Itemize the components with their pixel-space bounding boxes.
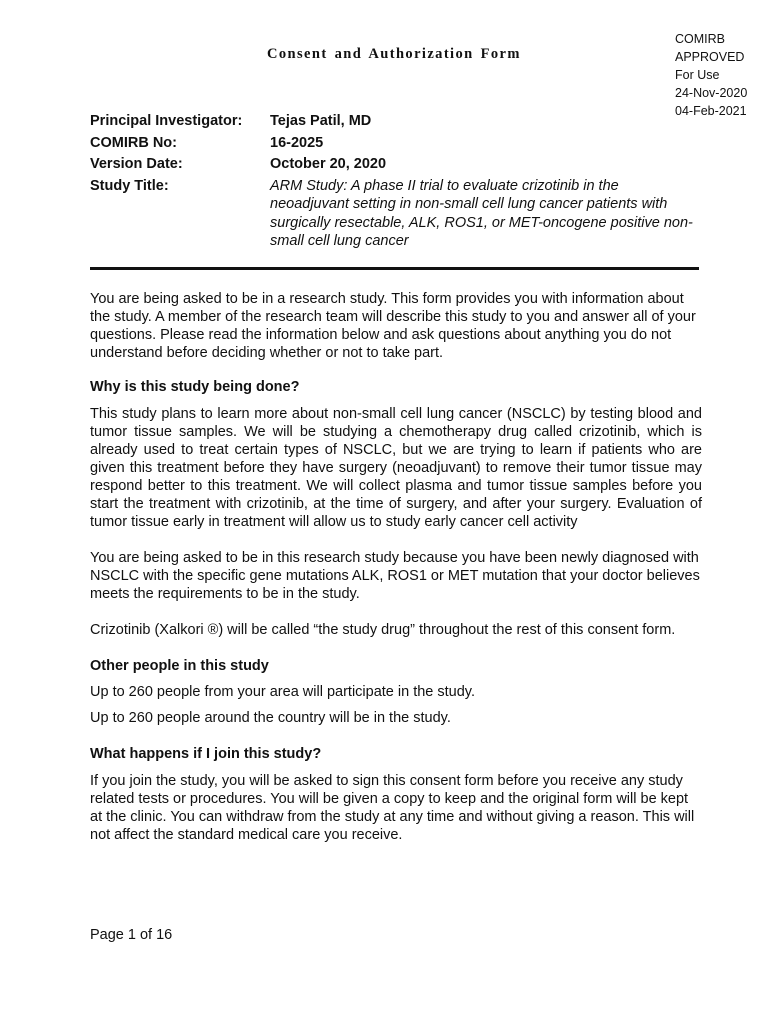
happens-heading: What happens if I join this study?: [90, 746, 322, 762]
stamp-end-date: 04-Feb-2021: [675, 104, 747, 118]
why-paragraph-2: You are being asked to be in this research study because you have been newly diagnosed with NSCLC with the specific gene mutations ALK, ROS1 or MET mutation that your doctor believes meets the requirements to be in the study.: [90, 550, 700, 602]
version-value: October 20, 2020: [270, 156, 387, 172]
comirb-row: [90, 133, 700, 155]
page-number: Page 1 of 16: [90, 927, 173, 943]
comirb-value: 16-2025: [270, 134, 324, 151]
why-paragraph-1: This study plans to learn more about non-small cell lung cancer (NSCLC) by testing blood and tumor tissue samples. We will be studying a chemotherapy drug called crizotinib, which is already used to treat certain types of NSCLC, but we are trying to learn if patients who are given this treatment before they have surgery (neoadjuvant) to remove their tumor tissue may respond better to this treatment. We will collect plasma and tumor tissue samples before you start the treatment with crizotinib, at the time of surgery, and after your surgery. Evaluation of tumor tissue early in treatment will allow us to study early cancer cell activity: [90, 406, 702, 530]
study-metadata: [90, 111, 700, 251]
version-row: [90, 154, 700, 176]
study-title-label: Study Title:: [90, 177, 169, 194]
others-paragraph-1: Up to 260 people from your area will participate in the study.: [90, 684, 475, 700]
document-body: [90, 290, 702, 844]
stamp-status: APPROVED: [675, 50, 745, 64]
intro-paragraph: You are being asked to be in a research study. This form provides you with information about the study. A member of the research team will describe this study to you and answer all of your questions. Please read the information below and ask questions about anything you do not understand before deciding whether or not to take part.: [90, 291, 696, 361]
stamp-org: COMIRB: [675, 32, 725, 46]
stamp-start-date: 24-Nov-2020: [675, 86, 748, 100]
why-paragraph-3: Crizotinib (Xalkori ®) will be called “the study drug” throughout the rest of this consent form.: [90, 622, 676, 638]
header-divider: [90, 267, 699, 270]
why-heading: Why is this study being done?: [90, 379, 300, 395]
pi-value: Tejas Patil, MD: [270, 113, 372, 129]
version-label: Version Date:: [90, 156, 183, 172]
others-paragraph-2: Up to 260 people around the country will be in the study.: [90, 710, 451, 726]
others-heading: Other people in this study: [90, 658, 269, 674]
form-title: Consent and Authorization Form: [267, 46, 521, 62]
happens-paragraph-1: If you join the study, you will be asked to sign this consent form before you receive any study related tests or procedures. You will be given a copy to keep and the original form will be kept at the clinic. You can withdraw from the study at any time and without giving a reason. This will not affect the standard medical care you receive.: [90, 773, 695, 843]
study-title-value: ARM Study: A phase II trial to evaluate crizotinib in the neoadjuvant setting in non-small cell lung cancer patients with surgically resectable, ALK, ROS1, or MET-oncogene positive non-small cell lung cancer: [270, 177, 693, 249]
approval-stamp: [675, 30, 765, 120]
study-title-row: [90, 176, 700, 251]
stamp-for-use: For Use: [675, 68, 720, 82]
pi-row: [90, 111, 700, 133]
pi-label: Principal Investigator:: [90, 113, 243, 129]
comirb-label: COMIRB No:: [90, 134, 177, 151]
